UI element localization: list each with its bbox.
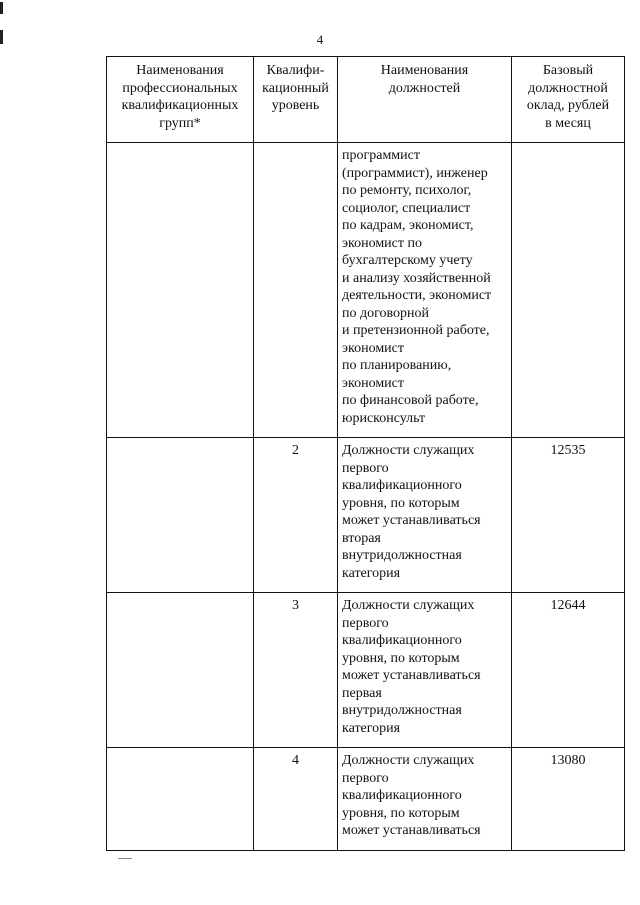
level-cell <box>254 143 338 438</box>
level-cell: 4 <box>254 748 338 851</box>
header-group-name: Наименования профессиональных квалификационных групп* <box>107 57 254 143</box>
table-row <box>107 438 625 593</box>
group-cell <box>107 438 254 593</box>
header-base-salary: Базовый должностной оклад, рублей в месяц <box>512 57 625 143</box>
table-row <box>107 593 625 748</box>
positions-cell: Должности служащих первого квалификационного уровня, по которым может устанавливаться первая внутридолжностная категория <box>338 593 512 748</box>
salary-cell: 12535 <box>512 438 625 593</box>
table-header-row <box>107 57 625 143</box>
group-cell <box>107 748 254 851</box>
page-number: 4 <box>316 32 324 47</box>
salary-cell: 13080 <box>512 748 625 851</box>
positions-cell: программист (программист), инженер по ремонту, психолог, социолог, специалист по кадрам, экономист, экономист по бухгалтерскому учету и анализу хозяйственной деятельности, экономист по договорной и претензионной работе, экономист по планированию, экономист по финансовой работе, юрисконсульт <box>338 143 512 438</box>
positions-cell: Должности служащих первого квалификационного уровня, по которым может устанавливаться вторая внутридолжностная категория <box>338 438 512 593</box>
header-qualification-level: Квалифи- кационный уровень <box>254 57 338 143</box>
table-row <box>107 748 625 851</box>
level-cell: 2 <box>254 438 338 593</box>
scan-edge-mark <box>0 2 3 14</box>
group-cell <box>107 593 254 748</box>
level-cell: 3 <box>254 593 338 748</box>
group-cell <box>107 143 254 438</box>
header-position-names: Наименования должностей <box>338 57 512 143</box>
table-row <box>107 143 625 438</box>
positions-cell: Должности служащих первого квалификационного уровня, по которым может устанавливаться <box>338 748 512 851</box>
salary-cell <box>512 143 625 438</box>
salary-cell: 12644 <box>512 593 625 748</box>
salary-table <box>106 56 625 851</box>
scan-speck <box>118 858 132 859</box>
